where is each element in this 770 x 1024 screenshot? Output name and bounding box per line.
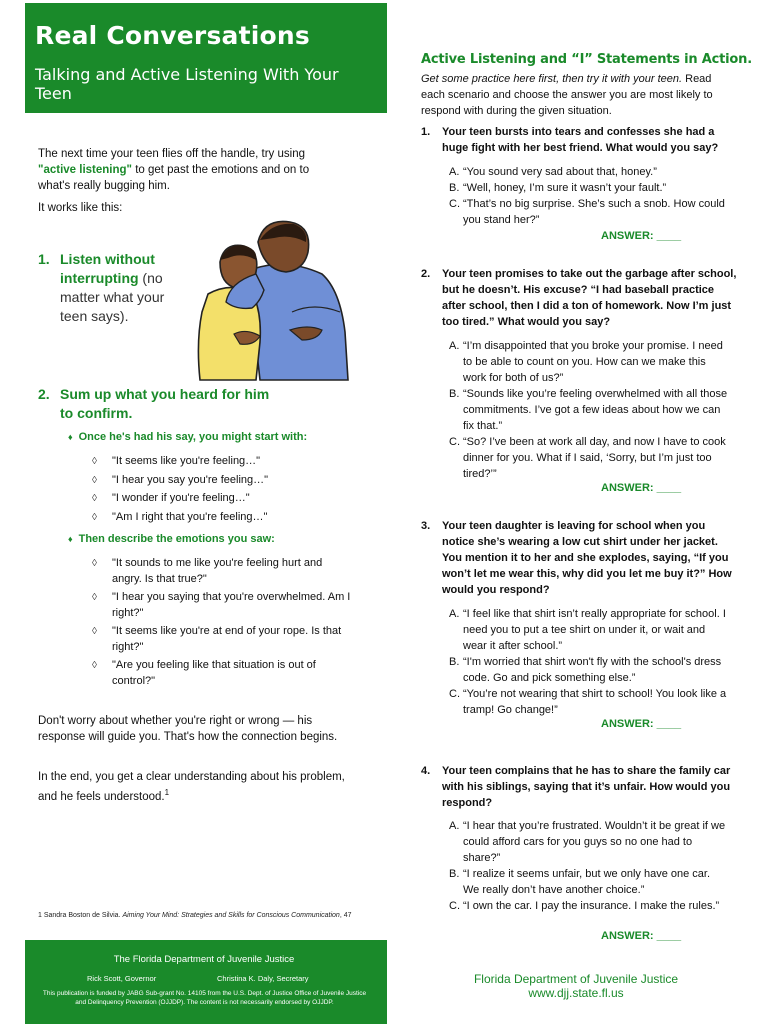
step-2 [38,385,278,423]
practice-heading: Active Listening and “I” Statements in Action. [421,52,752,67]
parent-hugging-teen-illustration [190,212,360,382]
djj-name: Florida Department of Juvenile Justice [473,972,679,986]
option-b: B. “I'm worried that shirt won't fly with the school's dress code. Go and pick something else.” [449,656,722,684]
list-item: ◊ "It sounds to me like you're feeling hurt and angry. Is that true?" [92,557,323,585]
option-a: A. “I hear that you’re frustrated. Wouldn’t it be great if we could afford cars for you guys so no one had to share?” [449,820,726,864]
list-item: ◊ "I hear you saying that you're overwhelmed. Am I right?" [92,591,351,619]
active-listening-highlight: "active listening" [38,164,132,176]
question-2: 2. Your teen promises to take out the garbage after school, but he doesn’t. His excuse? “I had baseball practice after school, then I did a ton of homework. Now I’m just too tired.” What would you say? [421,268,737,328]
footnote-title: Aiming Your Mind: Strategies and Skills for Conscious Communication [122,912,340,919]
question-1: 1. Your teen bursts into tears and confesses she had a huge fight with her best friend. What would you say? [421,126,719,154]
footer-funding-note: This publication is funded by JABG Sub-grant No. 14105 from the U.S. Dept. of Justice Office of Juvenile Justice and Delinquency Prevention (OJJDP). The content is not necessarily endorsed by OJJDP. [42,990,367,1006]
intro-paragraph: The next time your teen flies off the handle, try using "active listening" to get past the emotions and on to what's really bugging him. [38,148,310,192]
open-diamond-icon: ◊ [92,558,97,569]
list-item: ◊ "It seems like you're at end of your rope. Is that right?" [92,625,342,653]
option-c: C. “So? I’ve been at work all day, and now I have to cook dinner for you. What if I said, ‘Sorry, but I’m just too tired?’” [449,436,726,480]
emotion-phrases-list [92,556,352,692]
question-4-options [449,818,729,914]
open-diamond-icon: ◊ [92,456,97,467]
question-1-options [449,164,729,228]
open-diamond-icon: ◊ [92,592,97,603]
list-item: ◊ "It seems like you're feeling…" [92,454,352,470]
practice-intro: Get some practice here first, then try it with your teen. Read each scenario and choose the answer you are most likely to respond with during the given situation. [421,73,713,117]
footnote-reference: 1 [164,788,170,797]
step-1-note: (no matter what your teen says). [60,270,165,324]
step-2-heading: Sum up what you heard for him to confirm. [60,386,270,421]
step-2-number: 2. [38,386,50,402]
open-diamond-icon: ◊ [92,493,97,504]
open-diamond-icon: ◊ [92,626,97,637]
option-c: C. “That’s no big surprise. She’s such a snob. How could you stand her?” [449,198,725,226]
footnote: 1 Sandra Boston de Silvia. Aiming Your Mind: Strategies and Skills for Conscious Communication, 47 [38,912,352,919]
open-diamond-icon: ◊ [92,511,97,523]
answer-blank-1: ANSWER: ____ [601,230,682,242]
option-b: B. “I realize it seems unfair, but we only have one car. We really don’t have another choice.” [449,868,711,896]
dont-worry-paragraph: Don't worry about whether you're right or wrong — his response will guide you. That's how the connection begins. [38,715,338,743]
footer-secretary: Christina K. Daly, Secretary [217,974,309,983]
page-title: Real Conversations [35,21,310,50]
option-a: A. “I feel like that shirt isn’t really appropriate for school. I need you to put a tee shirt on under it, or wait and wear it after school.” [449,608,726,652]
option-a: A. “You sound very sad about that, honey.” [449,166,657,178]
option-a: A. “I’m disappointed that you broke your promise. I need to be able to count on you. How can we make this work for both of us?” [449,340,723,384]
answer-blank-2: ANSWER: ____ [601,482,682,494]
works-like-this: It works like this: [38,202,123,214]
question-2-options [449,338,729,482]
list-item: ◊ "Am I right that you're feeling…" [92,510,352,526]
footer-banner [25,940,383,1024]
option-c: C. “I own the car. I pay the insurance. I make the rules.” [449,900,720,912]
diamond-bullet-icon: ♦ [68,534,73,544]
list-item: ◊ "I wonder if you're feeling…" [92,491,352,507]
bullet-heading-start: ♦ Once he's had his say, you might start with: [68,431,308,443]
list-item: ◊ "Are you feeling like that situation is out of control?" [92,659,316,687]
bullet-heading-emotions: ♦ Then describe the emotions you saw: [68,533,275,545]
footer-governor: Rick Scott, Governor [87,974,157,983]
title-banner [25,3,383,113]
option-b: B. “Sounds like you’re feeling overwhelmed with all those commitments. I’ve got a few ideas about how we can fix that.” [449,388,728,432]
option-c: C. “You’re not wearing that shirt to school! You look like a tramp! Go change!” [449,688,727,716]
list-item: ◊ "I hear you say you're feeling…" [92,473,352,489]
in-the-end-paragraph: In the end, you get a clear understanding about his problem, and he feels understood.$^1$ [38,771,345,803]
answer-blank-4: ANSWER: ____ [601,930,682,942]
question-3: 3. Your teen daughter is leaving for school when you notice she’s wearing a low cut shirt under her jacket. You mention it to her and she explodes, saying, “If you won’t let me wear this, why did you let me buy it?” How would you respond? [421,520,732,596]
diamond-bullet-icon: ♦ [68,432,73,442]
page-subtitle: Talking and Active Listening With Your Teen [35,65,339,103]
option-b: B. “Well, honey, I’m sure it wasn’t your fault.” [449,182,667,194]
open-diamond-icon: ◊ [92,660,97,671]
djj-website-link[interactable]: www.djj.state.fl.us [528,986,624,1000]
answer-blank-3: ANSWER: ____ [601,718,682,730]
open-diamond-icon: ◊ [92,474,97,486]
question-4: 4. Your teen complains that he has to share the family car with his siblings, saying that it’s unfair. How would you respond? [421,765,731,809]
footer-department: The Florida Department of Juvenile Justice [113,954,295,965]
step-1-heading: Listen without interrupting [60,251,155,286]
step-1-number: 1. [38,251,50,267]
question-3-options [449,606,729,718]
step-1 [38,250,188,326]
start-phrases-list [92,454,352,528]
